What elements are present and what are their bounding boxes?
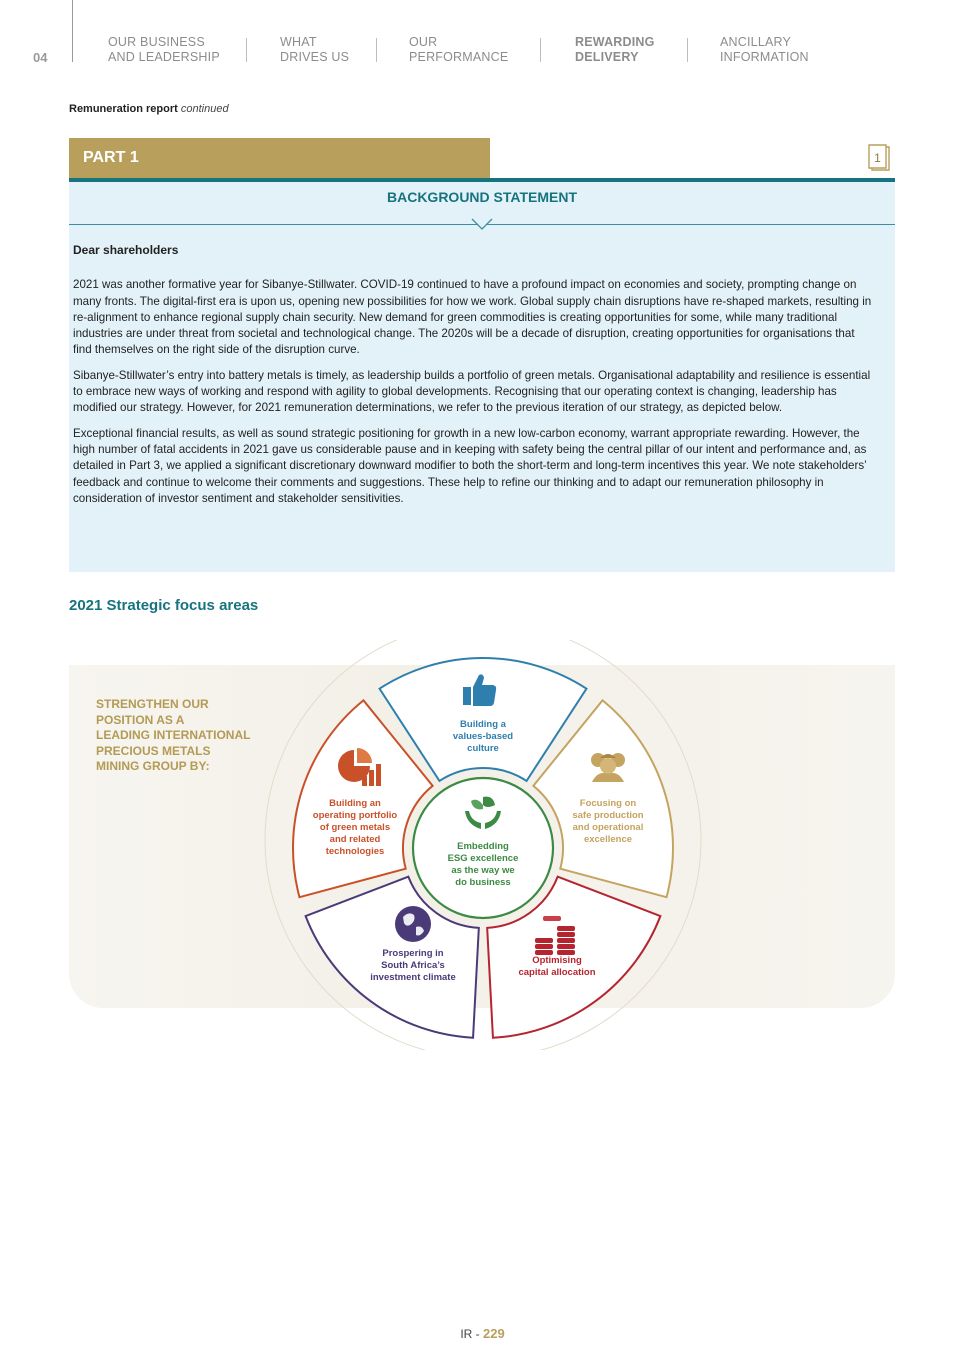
segment-label-line: Building an xyxy=(329,798,381,809)
nav-item-line: ANCILLARY xyxy=(720,35,792,49)
nav-item-performance[interactable] xyxy=(409,35,508,65)
segment-label-line: of green metals xyxy=(319,822,391,833)
nav-item-drives[interactable] xyxy=(280,35,349,65)
segment-label-south-africa xyxy=(370,948,456,983)
center-label-line: Embedding xyxy=(457,841,509,852)
segment-label-line: investment climate xyxy=(370,972,456,983)
nav-item-line: PERFORMANCE xyxy=(409,50,509,64)
nav-item-rewarding[interactable] xyxy=(575,35,655,65)
breadcrumb xyxy=(69,103,229,115)
book-icon xyxy=(866,142,892,172)
segment-label-line: values-based xyxy=(452,731,514,742)
breadcrumb-section: Remuneration report xyxy=(69,103,178,115)
segment-label-line: and related xyxy=(329,834,381,845)
letter-paragraph: Sibanye-Stillwater’s entry into battery metals is timely, as leadership builds a portfolio of green metals. Organisational adaptability and resilience is essential to embrace new ways of working and respond with agility to global developments. Recognising that our operating context is changing, leadership has modified our strategy. However, for 2021 remuneration determinations, we refer to the previous iteration of our strategy, as depicted below. xyxy=(73,368,871,415)
strengthen-line: STRENGTHEN OUR xyxy=(96,697,209,711)
segment-label-line: Building a xyxy=(460,719,506,730)
strengthen-line: POSITION AS A xyxy=(96,712,185,727)
nav-separator xyxy=(687,38,688,62)
segment-label-line: South Africa’s xyxy=(381,960,445,971)
strategy-wheel xyxy=(250,640,720,1050)
segment-label-line: and operational xyxy=(572,822,644,833)
shareholder-letter xyxy=(73,242,873,516)
nav-separator xyxy=(540,38,541,62)
strengthen-line: MINING GROUP BY: xyxy=(96,759,210,773)
nav-item-line: OUR BUSINESS xyxy=(108,35,205,49)
nav-item-business[interactable] xyxy=(108,35,220,65)
strengthen-statement xyxy=(96,697,266,775)
page-footer xyxy=(0,1326,965,1341)
nav-separator xyxy=(246,38,247,62)
segment-label-line: Focusing on xyxy=(579,798,637,809)
letter-greeting: Dear shareholders xyxy=(73,243,179,257)
globe-icon xyxy=(395,906,431,942)
nav-item-line: OUR xyxy=(409,35,438,49)
center-label-line: as the way we xyxy=(451,865,515,876)
book-icon-number: 1 xyxy=(874,151,881,165)
segment-label-line: technologies xyxy=(325,846,385,857)
nav-item-line: DRIVES US xyxy=(280,50,350,64)
center-label-line: ESG excellence xyxy=(447,853,519,864)
segment-label-line: excellence xyxy=(583,834,633,845)
chapter-number: 04 xyxy=(33,50,48,65)
segment-label-line: safe production xyxy=(572,810,644,821)
segment-label-line: Prospering in xyxy=(382,948,444,959)
nav-item-line: AND LEADERSHIP xyxy=(108,50,220,64)
background-statement-title: BACKGROUND STATEMENT xyxy=(386,189,578,205)
center-label-line: do business xyxy=(455,877,511,888)
chevron-down-icon xyxy=(471,218,493,232)
center-label xyxy=(448,841,519,888)
letter-paragraph: 2021 was another formative year for Sibanye-Stillwater. COVID-19 continued to have a profound impact on economies and society, prompting change on many fronts. The digital-first era is upon us, opening new possibilities for how we work. Global supply chain disruptions have re-shaped markets, resulting in re-alignment to enhance regional supply chain security. New demand for green commodities is creating opportunities for some, while many traditional industries are under threat from societal and technological change. The 2020s will be a decade of disruption, creating opportunities for organisations that find themselves on the right side of the disruption curve. xyxy=(73,278,872,357)
page-number: 229 xyxy=(482,1326,505,1341)
nav-item-line: WHAT xyxy=(280,35,317,49)
nav-item-ancillary[interactable] xyxy=(720,35,809,65)
segment-label-line: operating portfolio xyxy=(312,810,398,821)
focus-title: 2021 Strategic focus areas xyxy=(69,597,259,614)
strengthen-line: PRECIOUS METALS xyxy=(96,743,211,758)
nav-divider-line xyxy=(72,0,73,62)
segment-label-line: capital allocation xyxy=(518,967,596,978)
segment-label-line: culture xyxy=(467,743,499,754)
breadcrumb-suffix: continued xyxy=(180,103,229,115)
nav-item-line: REWARDING xyxy=(575,35,655,49)
nav-item-line: INFORMATION xyxy=(720,50,809,64)
segment-label-line: Optimising xyxy=(532,955,582,966)
footer-prefix: IR - xyxy=(460,1327,483,1341)
strengthen-line: LEADING INTERNATIONAL xyxy=(96,728,251,742)
nav-item-line: DELIVERY xyxy=(575,50,639,64)
letter-paragraph: Exceptional financial results, as well as sound strategic positioning for growth in a new low-carbon economy, warrant appropriate rewarding. However, the high number of fatal accidents in 2021 gave us considerable pause and in keeping with safety being the central pillar of our intent and performance and, as detailed in Part 3, we applied a significant discretionary downward modifier to both the short-term and long-term incentives this year. We note stakeholders’ feedback and continue to welcome their comments and suggestions. These help to refine our thinking and to adapt our remuneration philosophy in consideration of investor sentiment and stakeholder sensitivities. xyxy=(73,426,867,505)
nav-separator xyxy=(376,38,377,62)
part-banner: PART 1 xyxy=(69,138,490,178)
